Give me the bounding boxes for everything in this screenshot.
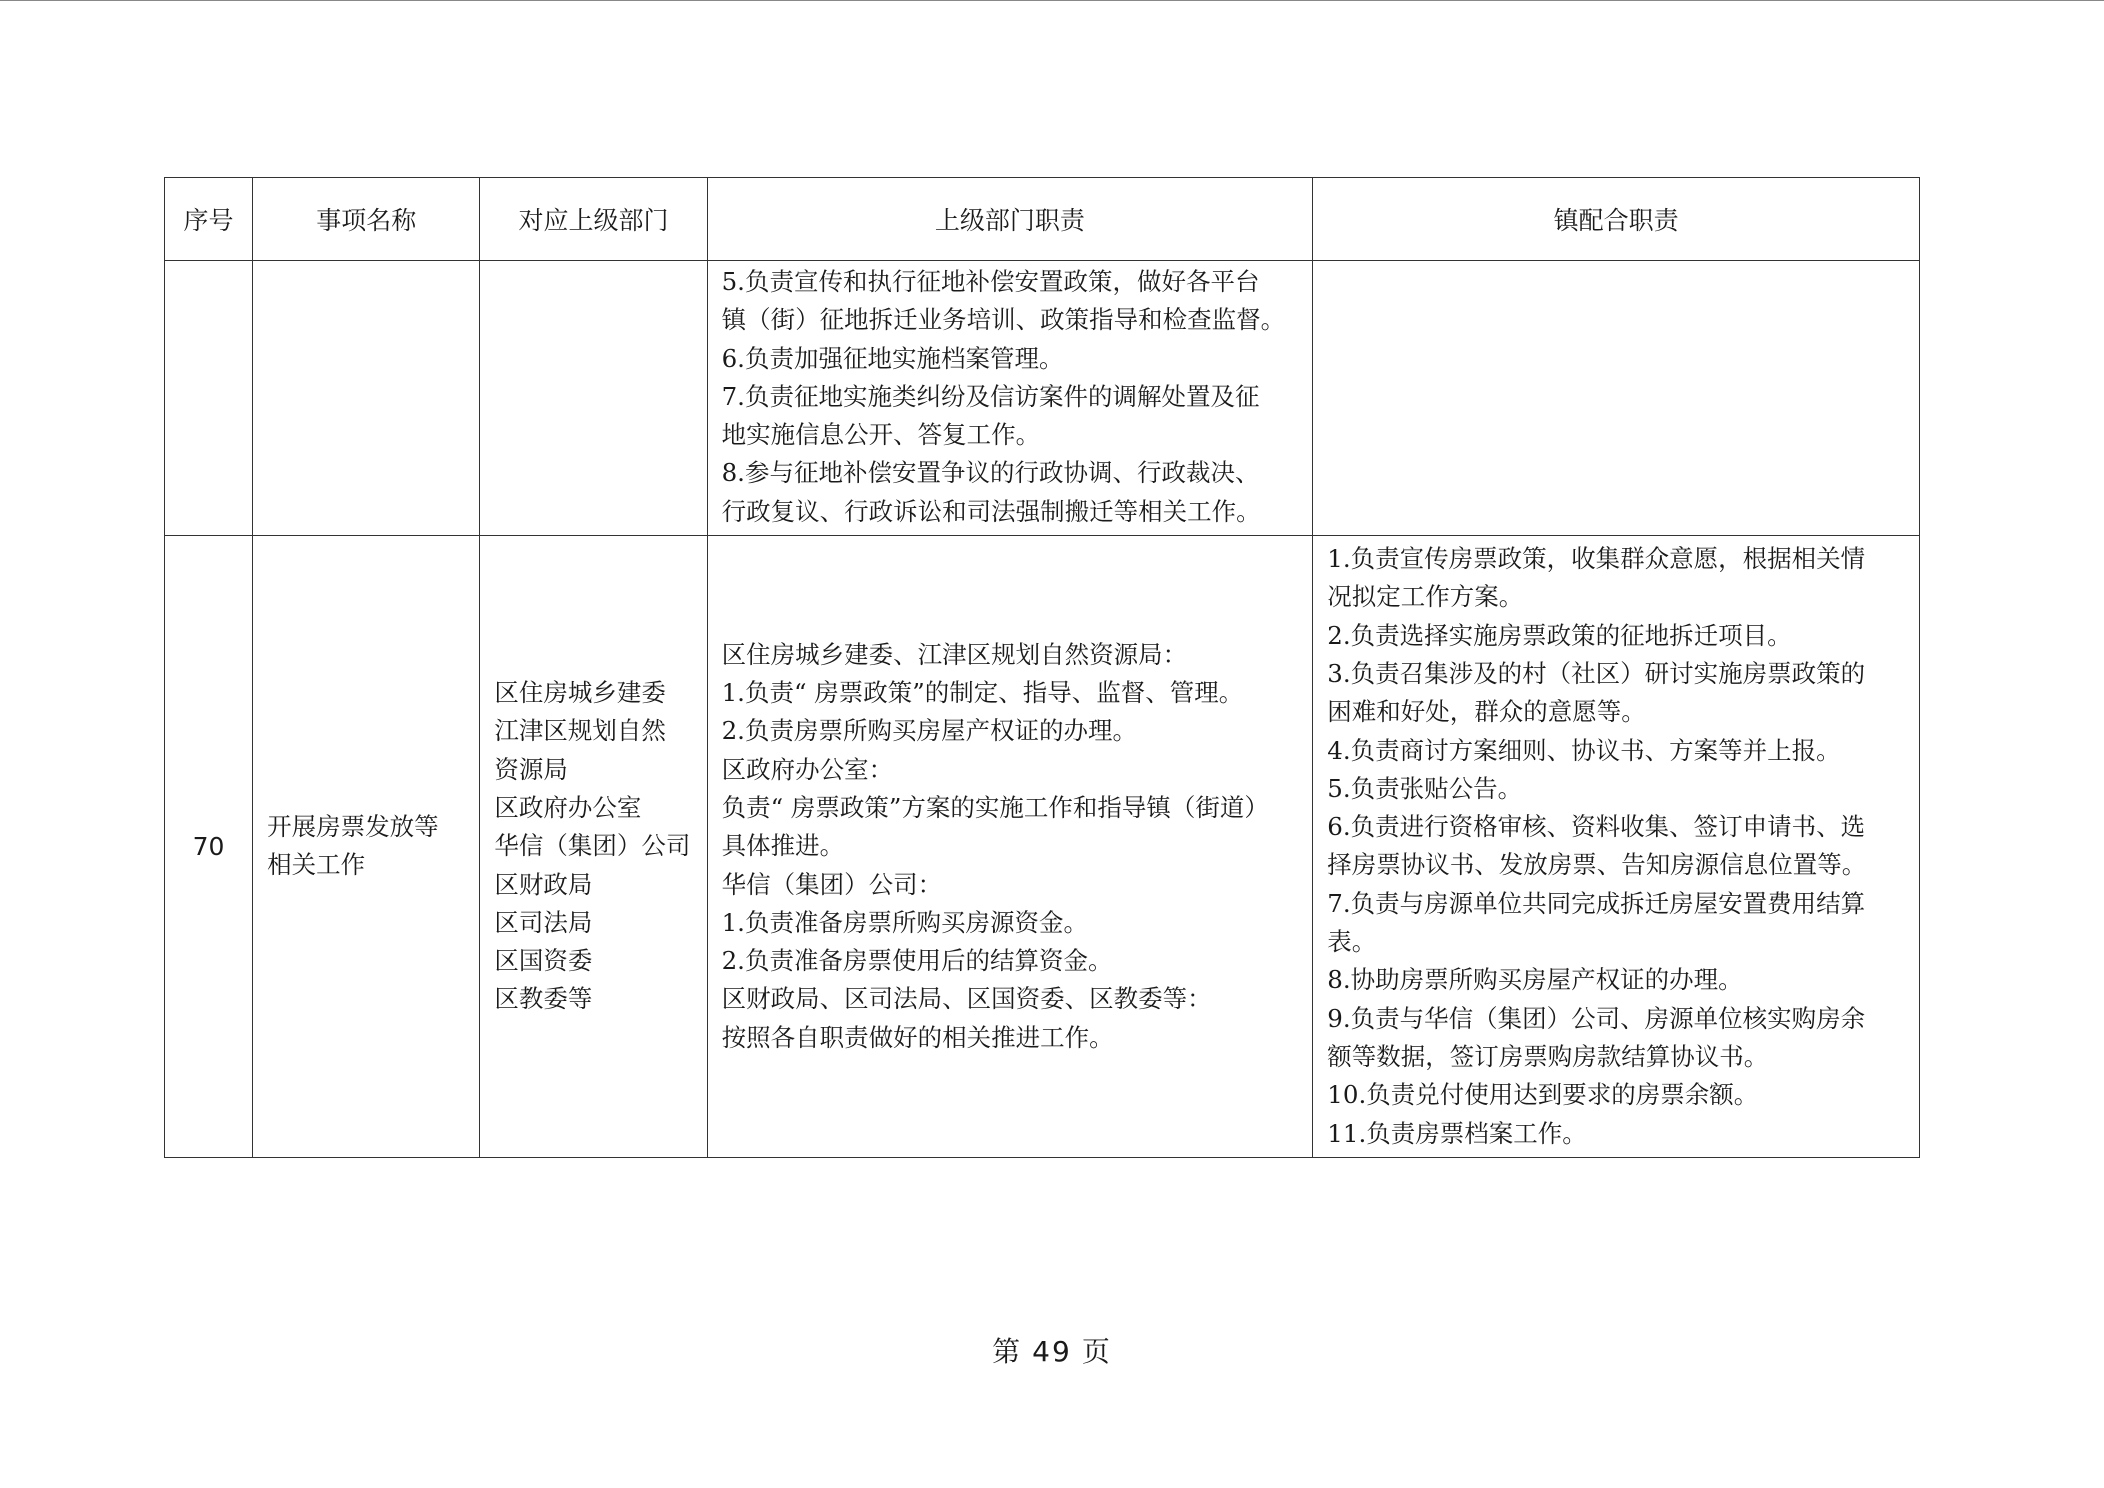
text-line: 区政府办公室 xyxy=(494,793,642,822)
text-line: 7.负责征地实施类纠纷及信访案件的调解处置及征 xyxy=(721,381,1260,411)
cell-seq xyxy=(165,536,253,1158)
header-row xyxy=(165,178,1920,261)
text-line: 区财政局 xyxy=(494,869,593,899)
text-line: 表。 xyxy=(1327,927,1377,957)
top-border-rule xyxy=(0,0,2104,1)
text-line: 7.负责与房源单位共同完成拆迁房屋安置费用结算 xyxy=(1327,888,1866,918)
page-number xyxy=(0,1330,2104,1370)
text-line: 开展房票发放等 xyxy=(267,812,439,842)
text-line: 3.负责召集涉及的村（社区）研讨实施房票政策的 xyxy=(1327,658,1866,688)
text-line: 5.负责张贴公告。 xyxy=(1327,773,1523,803)
text-line: 区住房城乡建委、江津区规划自然资源局： xyxy=(721,639,1188,669)
cell-dept xyxy=(480,536,707,1158)
text-line: 区住房城乡建委 xyxy=(494,678,666,708)
text-line: 1.负责准备房票所购买房源资金。 xyxy=(721,907,1088,937)
cell-item-name xyxy=(253,536,480,1158)
header-item-name: 事项名称 xyxy=(253,178,480,261)
header-superior-duty: 上级部门职责 xyxy=(707,178,1313,261)
text-line: 5.负责宣传和执行征地补偿安置政策，做好各平台 xyxy=(721,267,1260,296)
text-line: 额等数据，签订房票购房款结算协议书。 xyxy=(1327,1041,1769,1071)
header-town-duty: 镇配合职责 xyxy=(1313,178,1920,261)
text-line: 地实施信息公开、答复工作。 xyxy=(721,420,1041,450)
text-line: 6.负责进行资格审核、资料收集、签订申请书、选 xyxy=(1327,812,1866,842)
text-line: 9.负责与华信（集团）公司、房源单位核实购房余 xyxy=(1327,1003,1866,1033)
cell-superior-duty xyxy=(707,261,1313,536)
text-line: 1.负责宣传房票政策，收集群众意愿，根据相关情 xyxy=(1327,544,1866,574)
cell-superior-duty xyxy=(707,536,1313,1158)
text-line: 按照各自职责做好的相关推进工作。 xyxy=(721,1022,1114,1052)
table-row-70 xyxy=(165,536,1920,1158)
seq-number: 70 xyxy=(192,831,225,861)
page-prefix: 第 xyxy=(992,1335,1023,1368)
table-row-continuation xyxy=(165,261,1920,536)
duty-table xyxy=(164,177,1920,1158)
text-line: 2.负责准备房票使用后的结算资金。 xyxy=(721,946,1113,976)
cell-dept xyxy=(480,261,707,536)
page-suffix: 页 xyxy=(1081,1335,1112,1368)
text-line: 2.负责房票所购买房屋产权证的办理。 xyxy=(721,716,1137,746)
text-line: 区司法局 xyxy=(494,907,593,937)
text-line: 资源局 xyxy=(494,754,568,784)
text-line: 8.参与征地补偿安置争议的行政协调、行政裁决、 xyxy=(721,458,1260,488)
text-line: 11.负责房票档案工作。 xyxy=(1327,1118,1587,1148)
text-line: 8.协助房票所购买房屋产权证的办理。 xyxy=(1327,965,1743,995)
text-line: 区政府办公室： xyxy=(721,754,894,784)
text-line: 镇（街）征地拆迁业务培训、政策指导和检查监督。 xyxy=(721,305,1286,335)
header-dept: 对应上级部门 xyxy=(480,178,707,261)
text-line: 10.负责兑付使用达到要求的房票余额。 xyxy=(1327,1080,1759,1110)
text-line: 1.负责“ 房票政策”的制定、指导、监督、管理。 xyxy=(721,678,1244,708)
text-line: 择房票协议书、发放房票、告知房源信息位置等。 xyxy=(1327,850,1867,880)
cell-town-duty xyxy=(1313,261,1920,536)
text-line: 况拟定工作方案。 xyxy=(1327,582,1524,612)
cell-item-name xyxy=(253,261,480,536)
cell-town-duty xyxy=(1313,536,1920,1158)
text-line: 6.负责加强征地实施档案管理。 xyxy=(721,343,1064,373)
text-line: 华信（集团）公司： xyxy=(721,869,943,899)
text-line: 华信（集团）公司 xyxy=(494,831,691,861)
text-line: 2.负责选择实施房票政策的征地拆迁项目。 xyxy=(1327,620,1792,650)
header-seq: 序号 xyxy=(165,178,253,261)
text-line: 行政复议、行政诉讼和司法强制搬迁等相关工作。 xyxy=(721,496,1261,526)
text-line: 困难和好处，群众的意愿等。 xyxy=(1327,697,1646,727)
text-line: 江津区规划自然 xyxy=(494,716,666,746)
text-line: 4.负责商讨方案细则、协议书、方案等并上报。 xyxy=(1327,735,1841,765)
text-line: 负责“ 房票政策”方案的实施工作和指导镇（街道） xyxy=(721,793,1269,822)
text-line: 相关工作 xyxy=(267,850,366,880)
text-line: 区财政局、区司法局、区国资委、区教委等： xyxy=(721,984,1212,1014)
cell-seq xyxy=(165,261,253,536)
text-line: 区教委等 xyxy=(494,984,593,1014)
page-number-value: 49 xyxy=(1032,1335,1072,1368)
text-line: 具体推进。 xyxy=(721,831,845,861)
text-line: 区国资委 xyxy=(494,946,593,976)
